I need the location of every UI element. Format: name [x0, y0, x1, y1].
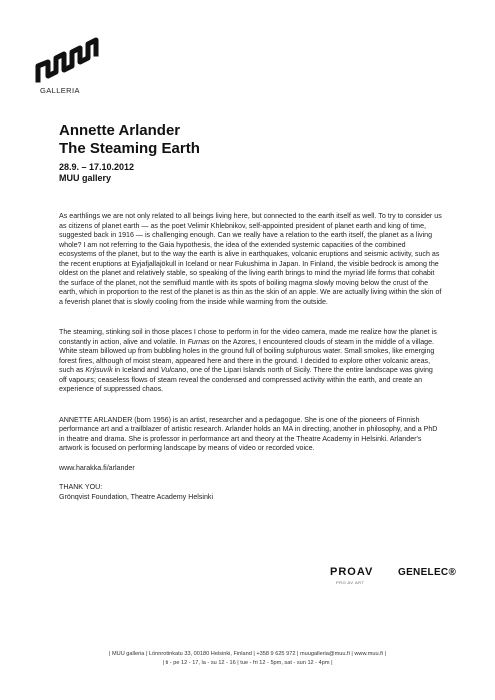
muu-logo-mark-icon [34, 36, 104, 88]
exhibition-dates: 28.9. – 17.10.2012 [59, 162, 135, 172]
sponsor-logos [330, 562, 470, 592]
header [59, 122, 439, 184]
footer-hours: | ti - pe 12 - 17, la - su 12 - 16 | tue - fri 12 - 5pm, sat - sun 12 - 4pm | [162, 660, 333, 666]
place-krysuvik: Krýsuvík [85, 366, 113, 374]
muu-logo [34, 36, 104, 92]
thanks-names: Grönqvist Foundation, Theatre Academy Helsinki [59, 492, 214, 501]
footer [0, 650, 495, 668]
footer-contact: | MUU galleria | Lönnrotinkatu 33, 00180 Helsinki, Finland | +358 9 625 972 | muugalleria@muu.fi | www.muu.fi | [109, 651, 386, 657]
paragraph-intro: As earthlings we are not only related to all beings living here, but connected to the earth itself as well. To try to consider us as citizens of planet earth — as the poet Velimir Khlebnikov, self-appointed president of planet earth and king of time, suggested back in 1916 — is challenging enough. Can we really have a relation to the earth itself, the planet as a living whole? I am not referring to the Gaia hypothesis, the idea of the extended systemic capacities of the combined ecosystems of the planet, but to the way the earth is alive in earthquakes, volcanic eruptions and seismic activity, such as the recent eruptions at Eyjafjallajökull in Iceland or near Fukushima in Japan. In Finland, the visible bedrock is among the oldest on the planet and relatively stable, so speaking of the living earth brings to mind the myriad life forms that cohabit the surface of the planet, not the semifluid mantle with its spots of boiling magma slowly moving below the crust of the earth, which in proportion to the rest of the planet is as thin as the skin of an apple. We are actually living within the skin of a feverish planet that is slowly cooling from the inside while warming from the outside. [59, 212, 442, 306]
proav-logo: PROAV [330, 566, 374, 578]
paragraph-bio: ANNETTE ARLANDER (born 1956) is an artist, researcher and a pedagogue. She is one of the pioneers of Finnish performance art and a trailblazer of artistic research. Arlander holds an MA in directing, another in philosophy, and a PhD in theatre and drama. She is professor in performance art and theory at the Theatre Academy in Helsinki. Arlander's artwork is focused on performing landscape by means of video or recorded voice. [59, 415, 438, 452]
artist-website-link[interactable]: www.harakka.fi/arlander [59, 463, 135, 472]
venue: MUU gallery [59, 173, 112, 183]
place-vulcano: Vulcano [160, 366, 187, 374]
paragraph-steaming: The steaming, stinking soil in those places I chose to perform in for the video camera, made me realize how the planet is constantly in action, alive and volatile. In Furnas on the Azores, I encountered clouds of steam in the middle of a village. White steam billowed up from bubbling holes in the ground full of boiling sulphurous water. Small smokes, like emerging forest fires, although of moist steam, appeared here and there in the ground. I decided to explore other volcanic areas, such as Krýsuvík in Iceland and Vulcano, one of the Lipari Islands north of Sicily. There the entire landscape was giving off vapours; ceaseless flows of steam reveal the condensed and compressed activity within the earth, and create an experience of suppressed chaos. [59, 328, 437, 393]
artist-name: Annette Arlander [59, 122, 181, 139]
place-furnas: Furnas [187, 337, 210, 346]
proav-tagline: PRO AV ART [336, 580, 365, 585]
genelec-logo: GENELEC® [398, 567, 457, 578]
press-release-body [59, 212, 442, 502]
exhibition-title: The Steaming Earth [59, 140, 200, 157]
logo-subtitle: GALLERIA [40, 86, 80, 95]
thanks-label: THANK YOU: [59, 483, 103, 491]
